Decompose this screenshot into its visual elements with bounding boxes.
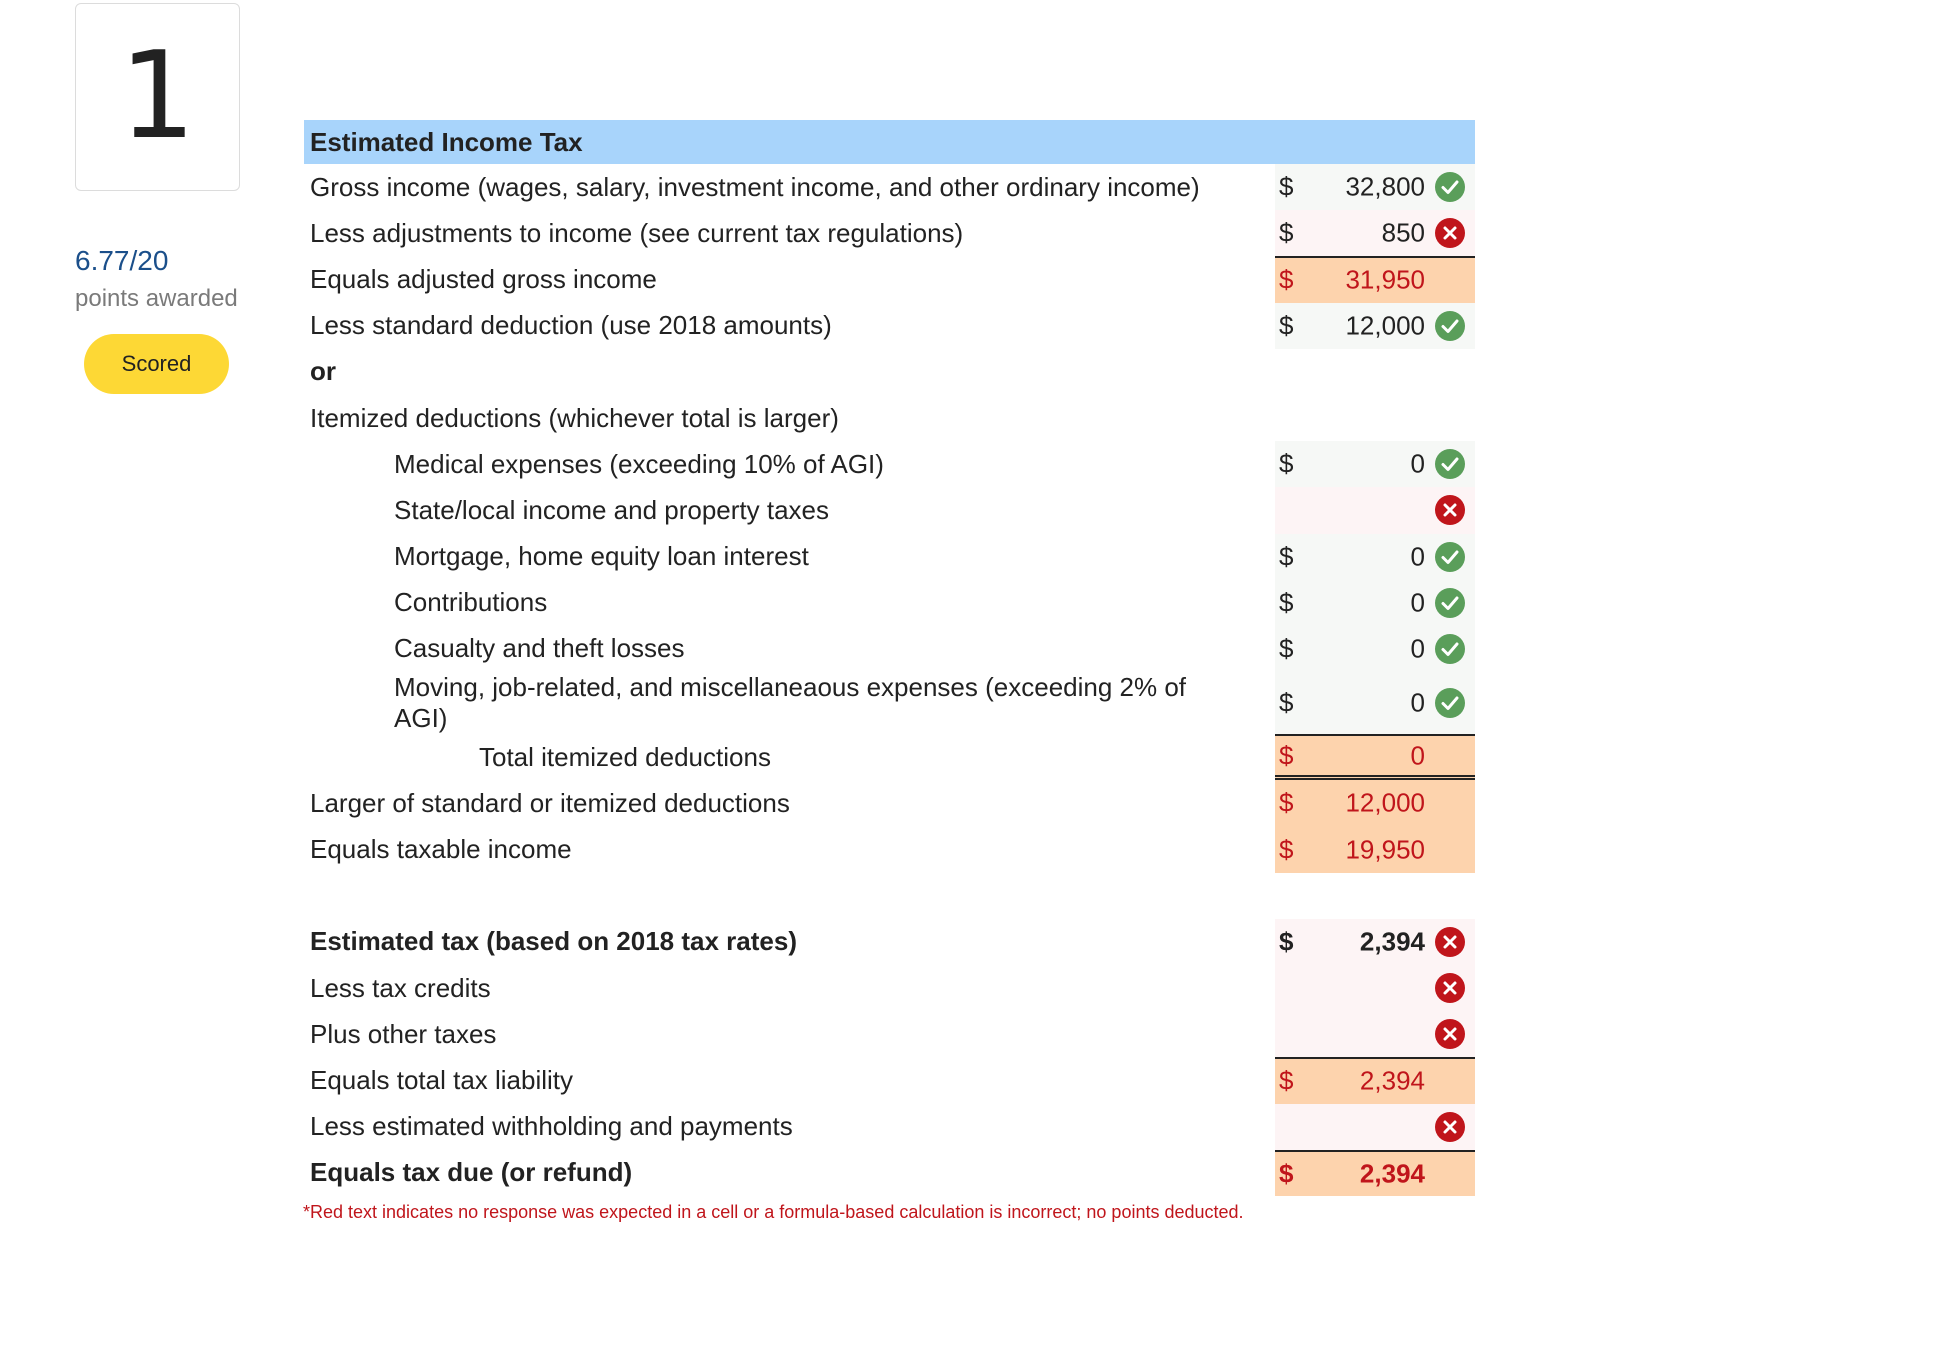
row-label: Total itemized deductions <box>479 741 771 772</box>
check-icon <box>1435 542 1465 572</box>
cell-value: 2,394 <box>1359 926 1425 957</box>
cell-value: 19,950 <box>1345 834 1425 865</box>
points-label: points awarded <box>75 285 238 312</box>
currency-symbol: $ <box>1279 633 1294 664</box>
cell-value: 2,394 <box>1359 1158 1425 1189</box>
worksheet-title: Estimated Income Tax <box>304 120 1475 164</box>
table-row <box>304 395 1475 441</box>
cell-value: 31,950 <box>1345 264 1425 295</box>
row-label: Less adjustments to income (see current tax regulations) <box>310 217 964 248</box>
table-row <box>304 349 1475 395</box>
table-row <box>304 303 1475 349</box>
withholding-payments-input[interactable] <box>1275 1104 1475 1150</box>
x-icon <box>1435 973 1465 1003</box>
table-row <box>304 164 1475 210</box>
estimated-income-tax-worksheet <box>304 120 1475 1196</box>
check-icon <box>1435 172 1465 202</box>
status-badge: Scored <box>84 334 229 394</box>
row-label: Medical expenses (exceeding 10% of AGI) <box>394 448 884 479</box>
cell-value: 0 <box>1410 541 1425 572</box>
table-row <box>304 919 1475 965</box>
row-label: Contributions <box>394 587 548 618</box>
total-itemized-deductions-cell <box>1275 734 1475 780</box>
row-label: Equals adjusted gross income <box>310 263 657 294</box>
other-taxes-input[interactable] <box>1275 1011 1475 1057</box>
currency-symbol: $ <box>1279 310 1294 341</box>
mortgage-interest-input[interactable] <box>1275 534 1475 580</box>
total-tax-liability-cell <box>1275 1057 1475 1103</box>
cell-value: 2,394 <box>1359 1065 1425 1096</box>
footnote: *Red text indicates no response was expected in a cell or a formula-based calculation is incorrect; no points deducted. <box>303 1202 1244 1222</box>
row-label: Estimated tax (based on 2018 tax rates) <box>310 926 797 957</box>
taxable-income-cell <box>1275 826 1475 872</box>
row-label: Casualty and theft losses <box>394 633 685 664</box>
row-label: Itemized deductions (whichever total is larger) <box>310 402 839 433</box>
check-icon <box>1435 688 1465 718</box>
currency-symbol: $ <box>1279 587 1294 618</box>
row-label: Equals taxable income <box>310 834 572 865</box>
table-row <box>304 441 1475 487</box>
cell-value: 32,800 <box>1345 171 1425 202</box>
table-row <box>304 1104 1475 1150</box>
currency-symbol: $ <box>1279 1065 1294 1096</box>
table-row <box>304 534 1475 580</box>
row-label: Moving, job-related, and miscellaneaous expenses (exceeding 2% of AGI) <box>394 672 1187 734</box>
medical-expenses-input[interactable] <box>1275 441 1475 487</box>
row-label: State/local income and property taxes <box>394 494 830 525</box>
estimated-tax-input[interactable] <box>1275 919 1475 965</box>
adjustments-input[interactable] <box>1275 210 1475 256</box>
table-row <box>304 256 1475 302</box>
table-row <box>304 780 1475 826</box>
row-label: Less standard deduction (use 2018 amounts) <box>310 310 832 341</box>
contributions-input[interactable] <box>1275 580 1475 626</box>
currency-symbol: $ <box>1279 217 1294 248</box>
row-label: Plus other taxes <box>310 1018 497 1049</box>
tax-credits-input[interactable] <box>1275 965 1475 1011</box>
cell-value: 0 <box>1410 740 1425 771</box>
cell-value: 850 <box>1381 217 1425 248</box>
table-row <box>304 1011 1475 1057</box>
row-label: Mortgage, home equity loan interest <box>394 541 809 572</box>
cell-value: 0 <box>1410 587 1425 618</box>
table-row <box>304 826 1475 872</box>
currency-symbol: $ <box>1279 687 1294 718</box>
points-score: 6.77/20 <box>75 245 169 276</box>
table-row <box>304 1057 1475 1103</box>
moving-expenses-input[interactable] <box>1275 672 1475 734</box>
cell-value: 12,000 <box>1345 787 1425 818</box>
table-row <box>304 487 1475 533</box>
row-label: or <box>310 356 336 387</box>
table-row <box>304 580 1475 626</box>
table-row <box>304 1150 1475 1196</box>
currency-symbol: $ <box>1279 448 1294 479</box>
tax-due-cell <box>1275 1150 1475 1196</box>
table-row <box>304 626 1475 672</box>
question-number-card <box>75 3 240 191</box>
currency-symbol: $ <box>1279 1158 1294 1189</box>
currency-symbol: $ <box>1279 787 1294 818</box>
x-icon <box>1435 1112 1465 1142</box>
cell-value: 12,000 <box>1345 310 1425 341</box>
check-icon <box>1435 311 1465 341</box>
table-row <box>304 965 1475 1011</box>
currency-symbol: $ <box>1279 541 1294 572</box>
question-number: 1 <box>119 27 196 166</box>
currency-symbol: $ <box>1279 171 1294 202</box>
row-label: Less tax credits <box>310 972 491 1003</box>
standard-deduction-input[interactable] <box>1275 303 1475 349</box>
cell-value: 0 <box>1410 687 1425 718</box>
adjusted-gross-income-cell <box>1275 256 1475 302</box>
currency-symbol: $ <box>1279 834 1294 865</box>
row-label: Gross income (wages, salary, investment income, and other ordinary income) <box>310 171 1200 202</box>
currency-symbol: $ <box>1279 740 1294 771</box>
table-row <box>304 210 1475 256</box>
row-label: Equals total tax liability <box>310 1064 574 1095</box>
row-label: Less estimated withholding and payments <box>310 1111 793 1142</box>
table-row <box>304 672 1475 734</box>
state-local-taxes-input[interactable] <box>1275 487 1475 533</box>
currency-symbol: $ <box>1279 926 1294 957</box>
x-icon <box>1435 1019 1465 1049</box>
cell-value: 0 <box>1410 448 1425 479</box>
table-row <box>304 734 1475 780</box>
currency-symbol: $ <box>1279 264 1294 295</box>
larger-deduction-cell <box>1275 780 1475 826</box>
row-label: Equals tax due (or refund) <box>310 1157 633 1188</box>
check-icon <box>1435 449 1465 479</box>
x-icon <box>1435 218 1465 248</box>
check-icon <box>1435 634 1465 664</box>
gross-income-input[interactable] <box>1275 164 1475 210</box>
cell-value: 0 <box>1410 633 1425 664</box>
check-icon <box>1435 588 1465 618</box>
x-icon <box>1435 495 1465 525</box>
casualty-losses-input[interactable] <box>1275 626 1475 672</box>
x-icon <box>1435 927 1465 957</box>
spacer <box>304 873 1475 919</box>
row-label: Larger of standard or itemized deductions <box>310 787 790 818</box>
